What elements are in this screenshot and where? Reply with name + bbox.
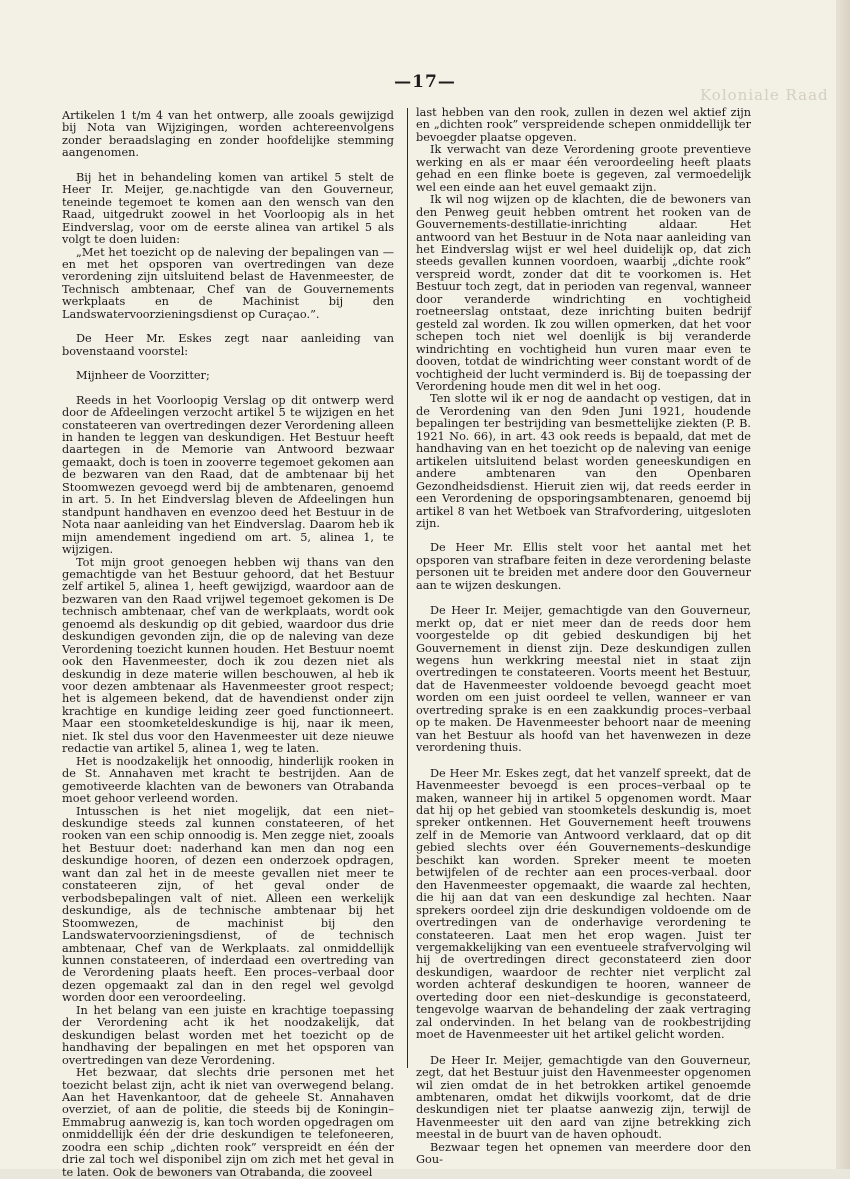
paragraph: „Met het toezicht op de naleving der bepalingen van — en met het opsporen van overtredingen van deze verordening zijn uitsluitend belast de Havenmeester, de Technisch ambtenaar, Chef van de Gouvernements werkplaats en de Machinist bij den Landswatervoorzieningsdienst op Curaçao.”.: [62, 245, 394, 321]
paragraph: De Heer Ir. Meijer, gemachtigde van den Gouverneur, zegt, dat het Bestuur juist den Havenmeester opgenomen wil zien omdat de in het betrokken artikel genoemde ambtenaren, omdat het dikwijls voorkomt, dat de drie deskundigen niet ter plaatse aanwezig zijn, terwijl de Havenmeester uit den aard van zijne betrekking zich meestal in de buurt van de haven ophoudt.: [416, 1053, 751, 1142]
paragraph: De Heer Ir. Meijer, gemachtigde van den Gouverneur, merkt op, dat er niet meer dan de reeds door hem voorgestelde op dit gebied deskundigen bij het Gouvernement in dienst zijn. Deze deskundigen zullen wegens hun werkkring meestal niet in staat zijn overtredingen te constateeren. Voorts meent het Bestuur, dat de Havenmeester voldoende bevoegd geacht moet worden om een juist oordeel te vellen, wanneer er van overtreding sprake is en een zaakkundig proces–verbaal op te maken. De Havenmeester behoort naar de meening van het Bestuur als hoofd van het havenwezen in deze verordening thuis.: [416, 604, 751, 755]
left-column: [62, 109, 395, 1179]
column-divider: [407, 108, 408, 1068]
right-column: [416, 106, 751, 1167]
paragraph: Bezwaar tegen het opnemen van meerdere door den Gou-: [416, 1140, 751, 1167]
paragraph: Het is noodzakelijk het onnoodig, hinderlijk rooken in de St. Annahaven met kracht te bestrijden. Aan de gemotiveerde klachten van de bewoners van Otrabanda moet gehoor verleend worden.: [62, 754, 394, 806]
paragraph: Tot mijn groot genoegen hebben wij thans van den gemachtigde van het Bestuur gehoord, dat het Bestuur zelf artikel 5, alinea 1, heeft gewijzigd, waardoor aan de bezwaren van den Raad vrijwel tegemoet gekomen is De technisch ambtenaar, chef van de werkplaats, wordt ook genoemd als deskundig op dit gebied, waardoor dus drie deskundigen gevonden zijn, die op de naleving van deze Verordening toezicht kunnen houden. Het Bestuur noemt ook den Havenmeester, doch ik zou dezen niet als deskundig in deze materie willen beschouwen, al heb ik voor dezen ambtenaar als Havenmeester groot respect; het is algemeen bekend, dat de havendienst onder zijn krachtige en kundige leiding zeer goed functionneert. Maar een stoomketeldeskundige is hij, naar ik meen, niet. Ik stel dus voor den Havenmeester uit deze nieuwe redactie van artikel 5, alinea 1, weg te laten.: [62, 555, 394, 756]
paragraph: Het bezwaar, dat slechts drie personen met het toezicht belast zijn, acht ik niet van overwegend belang. Aan het Havenkantoor, dat de geheele St. Annahaven overziet, of aan de politie, die steeds bij de Koningin–Emmabrug aanwezig is, kan toch worden opgedragen om onmiddellijk één der drie deskundigen te telefoneeren, zoodra een schip „dichten rook” verspreidt en één der drie zal toch wel disponibel zijn om zich met het geval in te laten. Ook de bewoners van Otrabanda, die zooveel: [62, 1066, 394, 1179]
paragraph: Intusschen is het niet mogelijk, dat een niet–deskundige steeds zal kunnen constateeren, of het rooken van een schip onnoodig is. Men zegge niet, zooals het Bestuur doet: naderhand kan men dan nog een deskundige hooren, of dezen een onderzoek opdragen, want dan zal het in de meeste gevallen niet meer te constateeren zijn, of het geval onder de verbodsbepalingen valt of niet. Alleen een werkelijk deskundige, als de technische ambtenaar bij het Stoomwezen, de machinist bij den Landswatervoorzieningsdienst, of de technisch ambtenaar, Chef van de Werkplaats. zal onmiddellijk kunnen constateeren, of inderdaad een overtreding van de Verordening plaats heeft. Een proces–verbaal door dezen opgemaakt zal dan in den regel wel gevolgd worden door een veroordeeling.: [62, 804, 394, 1005]
paragraph: Ten slotte wil ik er nog de aandacht op vestigen, dat in de Verordening van den 9den Juni 1921, houdende bepalingen ter bestrijding van besmettelijke ziekten (P. B. 1921 No. 66), in art. 43 ook reeds is bepaald, dat met de handhaving van en het toezicht op de naleving van eenige artikelen uitsluitend belast worden geneeskundigen en andere ambtenaren van den Openbaren Gezondheidsdienst. Hieruit zien wij, dat reeds eerder in een Verordening de opsporingsambtenaren, genoemd bij artikel 8 van het Wetboek van Strafvordering, uitgesloten zijn.: [416, 392, 751, 530]
faint-stamp-text: Koloniale Raad: [700, 86, 829, 104]
paragraph: Bij het in behandeling komen van artikel 5 stelt de Heer Ir. Meijer, ge.nachtigde van den Gouverneur, teneinde tegemoet te komen aan den wensch van den Raad, uitgedrukt zoowel in het Voorloopig als in het Eindverslag, voor om de eerste alinea van artikel 5 als volgt te doen luiden:: [62, 170, 394, 247]
paragraph: last hebben van den rook, zullen in dezen wel aktief zijn en „dichten rook” verspreidende schepen onmiddellijk ter bevoegder plaatse opgeven.: [416, 106, 751, 144]
paragraph: Mijnheer de Voorzitter;: [76, 369, 210, 383]
paragraph: Ik wil nog wijzen op de klachten, die de bewoners van den Penweg geuit hebben omtrent het rooken van de Gouvernements-destillatie-inrichting aldaar. Het antwoord van het Bestuur in de Nota naar aanleiding van het Eindverslag wijst er wel heel duidelijk op, dat zich steeds gevallen kunnen voordoen, waarbij „dichte rook” verspreid wordt, zonder dat dit te voorkomen is. Het Bestuur toch zegt, dat in perioden van regenval, wanneer door veranderde windrichting en vochtigheid roetneerslag ontstaat, deze inrichting buiten bedrijf gesteld zal worden. Ik zou willen opmerken, dat het voor schepen toch niet wel doenlijk is bij veranderde windrichting en vochtigheid hun vuren maar even te dooven, totdat de windrichting weer constant wordt of de vochtigheid der lucht verminderd is. Bij de toepassing der Verordening houde men dit wel in het oog.: [416, 193, 751, 393]
paragraph: Artikelen 1 t/m 4 van het ontwerp, alle zooals gewijzigd bij Nota van Wijzigingen, worden achtereenvolgens zonder beraadslaging en zonder hoofdelijke stemming aangenomen.: [62, 109, 394, 160]
paragraph: De Heer Mr. Ellis stelt voor het aantal met het opsporen van strafbare feiten in deze verordening belaste personen uit te breiden met andere door den Gouverneur aan te wijzen deskungen.: [416, 541, 751, 592]
paragraph: In het belang van een juiste en krachtige toepassing der Verordening acht ik het noodzakelijk, dat deskundigen belast worden met het toezicht op de handhaving der bepalingen en met het opsporen van overtredingen van deze Verordening.: [62, 1003, 394, 1067]
paragraph: Reeds in het Voorloopig Verslag op dit ontwerp werd door de Afdeelingen verzocht artikel 5 te wijzigen en het constateeren van overtredingen dezer Verordening alleen in handen te leggen van deskundigen. Het Bestuur heeft daartegen in de Memorie van Antwoord bezwaar gemaakt, doch is toen in zooverre tegemoet gekomen aan de bezwaren van den Raad, dat de ambtenaar bij het Stoomwezen gevoegd werd bij de ambtenaren, genoemd in art. 5. In het Eindverslag bleven de Afdeelingen hun standpunt handhaven en evenzoo deed het Bestuur in de Nota naar aanleiding van het Eindverslag. Daarom heb ik mijn amendement ingediend om art. 5, alinea 1, te wijzigen.: [62, 393, 395, 557]
paragraph: De Heer Mr. Eskes zegt, dat het vanzelf spreekt, dat de Havenmeester bevoegd is een proces–verbaal op te maken, wanneer hij in artikel 5 opgenomen wordt. Maar dat hij op het gebied van stoomketels deskundig is, moet spreker ontkennen. Het Gouvernement heeft trouwens zelf in de Memorie van Antwoord verklaard, dat op dit gebied slechts over één Gouvernements–deskundige beschikt kan worden. Spreker meent te moeten betwijfelen of de rechter aan een proces-verbaal. door den Havenmeester opgemaakt, die waarde zal hechten, die hij aan dat van een deskundige zal hechten. Naar sprekers oordeel zijn drie deskundigen voldoende om de overtredingen van de onderhavige verordening te constateeren. Laat men het erop wagen. Juist ter vergemakkelijking van een eventueele strafvervolging wil hij de overtredingen direct geconstateerd zien door deskundigen, waardoor de rechter niet verplicht zal worden achteraf deskundigen te hooren, wanneer de overteding door een niet–deskundige is geconstateerd, tengevolge waarvan de behandeling der zaak vertraging zal ondervinden. In het belang van de rookbestrijding moet de Havenmeester uit het artikel gelicht worden.: [416, 766, 751, 1042]
paragraph: De Heer Mr. Eskes zegt naar aanleiding van bovenstaand voorstel:: [62, 332, 394, 358]
paragraph: Ik verwacht van deze Verordening groote preventieve werking en als er maar één veroordeeling heeft plaats gehad en een flinke boete is gegeven, zal vermoedelijk wel een einde aan het euvel gemaakt zijn.: [416, 143, 751, 194]
page-number: —17—: [394, 72, 456, 92]
